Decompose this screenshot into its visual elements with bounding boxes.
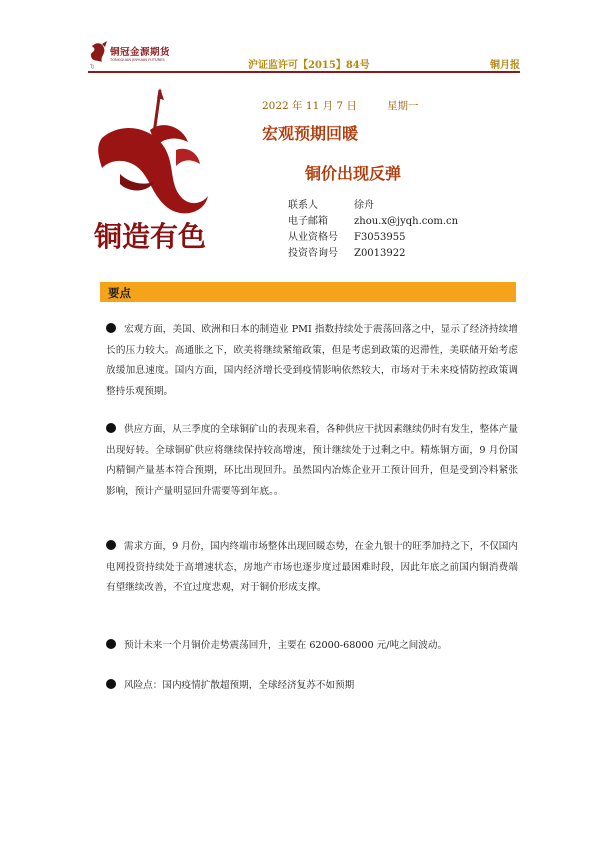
contact-value: Z0013922	[354, 248, 406, 259]
brand-artwork	[90, 86, 220, 266]
header-divider	[88, 71, 520, 73]
license-number: 沪证监许可【2015】84号	[248, 60, 370, 71]
company-name: 铜冠金源期货	[110, 47, 171, 58]
report-date: 2022 年 11 月 7 日	[262, 100, 357, 112]
company-logo	[88, 38, 186, 70]
key-point-forecast	[106, 636, 518, 657]
section-title: 要点	[108, 286, 131, 300]
contact-label: 投资咨询号	[288, 248, 338, 259]
contact-row-email	[288, 212, 458, 228]
company-name-en: TONGGUAN JINYUAN FUTURES	[110, 58, 165, 62]
key-point-text: 需求方面，9 月份，国内终端市场整体出现回暖态势，在金九银十的旺季加持之下，不仅国内电网投资持续处于高增速状态，房地产市场也逐步度过最困难时段，因此年底之前国内铜消费端有望继续改善，不宜过度悲观，对于铜价形成支撑。	[106, 541, 518, 593]
bullet-icon	[106, 639, 116, 649]
key-point-text: 风险点：国内疫情扩散超预期，全球经济复苏不如预期	[124, 680, 355, 691]
report-date-line	[262, 98, 418, 113]
key-point-text: 供应方面，从三季度的全球铜矿山的表现来看，各种供应干扰因素继续仍时有发生，整体产量出现好转。全球铜矿供应将继续保持较高增速，预计继续处于过剩之中。精炼铜方面，9 月份国内精铜产量基本符合预期，环比出现回升。虽然国内冶炼企业开工预计回升，但是受到冷料紧张影响，预计产量明显回升需要等到年底。。	[106, 424, 518, 497]
key-point-text: 宏观方面，美国、欧洲和日本的制造业 PMI 指数持续处于震荡回落之中，显示了经济持续增长的压力较大。高通胀之下，欧美将继续紧缩政策，但是考虑到政策的迟滞性，美联储开始考虑放缓加息速度。国内方面，国内经济增长受到疫情影响依然较大，市场对于未来疫情防控政策调整持乐观预期。	[106, 324, 518, 397]
brand-emblem-icon	[90, 86, 220, 266]
contact-value: F3053955	[354, 232, 406, 243]
report-type: 铜月报	[490, 60, 520, 71]
company-logo-icon	[88, 40, 110, 70]
page-header	[88, 38, 520, 72]
report-title-line1: 宏观预期回暖	[262, 124, 359, 143]
bullet-icon	[106, 679, 116, 689]
contact-label: 从业资格号	[288, 232, 338, 243]
section-header-key-points	[100, 282, 516, 302]
contact-info	[288, 196, 458, 260]
contact-value: 徐舟	[354, 200, 374, 211]
contact-email-link[interactable]: zhou.x@jyqh.com.cn	[354, 216, 459, 227]
brand-calligraphy: 铜造有色	[94, 220, 207, 253]
report-title-line2: 铜价出现反弹	[305, 164, 402, 183]
key-point-macro	[106, 320, 518, 402]
key-point-supply	[106, 420, 518, 502]
bullet-icon	[106, 323, 116, 333]
key-point-risk	[106, 676, 518, 697]
contact-label: 电子邮箱	[288, 216, 328, 227]
contact-label: 联系人	[288, 200, 318, 211]
contact-row-consulting	[288, 244, 458, 260]
bullet-icon	[106, 540, 116, 550]
contact-row-person	[288, 196, 458, 212]
contact-row-qualification	[288, 228, 458, 244]
svg-text:TJ: TJ	[90, 64, 94, 69]
bullet-icon	[106, 423, 116, 433]
report-weekday: 星期一	[386, 100, 419, 112]
key-point-demand	[106, 537, 518, 599]
key-point-text: 预计未来一个月铜价走势震荡回升，主要在 62000-68000 元/吨之间波动。	[124, 640, 448, 651]
